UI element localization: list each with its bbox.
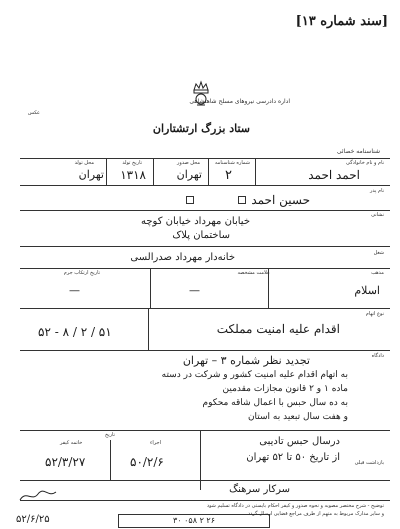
detail-value-1: درسال حبس تادیبی <box>259 436 340 447</box>
crime-date-value: — <box>69 284 80 297</box>
issue-place-value: تهران <box>176 168 202 181</box>
exec-label: تاریخ <box>105 432 115 438</box>
court-label: نوع اتهام <box>365 311 384 317</box>
document-number: [سند شماره ۱۳] <box>295 14 388 29</box>
exec-date-1: ۵۰/۲/۶ <box>130 455 164 469</box>
address-value-1: خیابان مهرداد خیابان کوچه <box>140 216 250 227</box>
marks-dash: — <box>189 284 200 297</box>
name-value: احمد احمد <box>308 168 360 182</box>
footnote-line-2: و سایر مدارک مربوط به متهم از طرف مراجع قضایی ارسال گردد <box>247 511 384 517</box>
birth-date-label: تاریخ تولد <box>122 160 142 166</box>
religion-label: مذهب <box>371 270 384 276</box>
marks-label: علامت مشخصه <box>237 270 270 276</box>
father-label: نام پدر <box>369 188 384 194</box>
section-title: شناسنامه خصائی <box>336 148 380 155</box>
bottom-reference-box <box>118 514 270 528</box>
birth-date-value: ۱۳۱۸ <box>120 168 146 182</box>
exec-col-2: خاتمه کیفر <box>60 440 83 446</box>
name-label: نام و نام خانوادگی <box>346 160 384 166</box>
address-label: نشانی <box>371 212 384 218</box>
sentence-line-3: به ده سال حبس با اعمال شاقه محکوم <box>202 398 348 408</box>
exec-date-2: ۵۲/۳/۲۷ <box>45 455 86 469</box>
id-number-value: ۲ <box>225 168 232 183</box>
issued-reference: ۵۲ - ۸ / ۲ / ۵۱ <box>38 325 112 339</box>
court-value: اقدام علیه امنیت مملکت <box>216 322 340 336</box>
stamp-line: سرکار سرهنگ <box>229 484 290 495</box>
birth-place-value: تهران <box>78 168 104 181</box>
sentence-line-4: و هفت سال تبعید به استان <box>247 412 348 422</box>
detail-label: بازداشت قبلی <box>354 460 384 466</box>
exec-col-1: اجراء <box>150 440 161 446</box>
sentence-line-2: ماده ۱ و ۲ قانون مجازات مقدمین <box>222 384 348 394</box>
father-value: حسین احمد <box>251 193 310 207</box>
org-title: اداره دادرسی نیروهای مسلح شاهنشاهی <box>189 98 290 105</box>
id-number-label: شماره شناسنامه <box>214 160 250 166</box>
signature <box>18 488 58 504</box>
job-value: خانه‌دار مهرداد صدرالسی <box>130 252 235 263</box>
crime-date-label: تاریخ ارتکاب جرم <box>63 270 100 276</box>
job-label: شغل <box>373 250 384 256</box>
birth-place-label: محل تولد <box>74 160 94 166</box>
footnote-line-1: توضیح - شرح مختصر مصوبه و نحوه صدور و کیفر احکام بایستی در دادگاه تسلیم شود <box>206 503 384 509</box>
address-value-2: ساختمان پلاک <box>172 230 230 241</box>
verdict-label: دادگاه <box>371 353 384 359</box>
detail-value-2: از تاریخ ۵۰ تا ۵۲ تهران <box>246 452 340 463</box>
signature-date: ۵۲/۶/۲۵ <box>16 514 50 525</box>
sentence-line-1: به اتهام اقدام علیه امنیت کشور و شرکت در دسته <box>161 370 348 380</box>
issue-place-label: محل صدور <box>177 160 200 166</box>
religion-value: اسلام <box>354 284 380 297</box>
verdict-value: تجدید نظر شماره ۳ – تهران <box>182 354 310 367</box>
bottom-reference-text: ۲۶ ۲ ۰۵۸ ۳۰ <box>172 516 215 525</box>
checkbox-female <box>238 196 246 204</box>
ministry-title: ستاد بزرگ ارتشتاران <box>152 122 250 135</box>
aux-label: عکس <box>27 110 40 116</box>
checkbox-male <box>186 196 194 204</box>
